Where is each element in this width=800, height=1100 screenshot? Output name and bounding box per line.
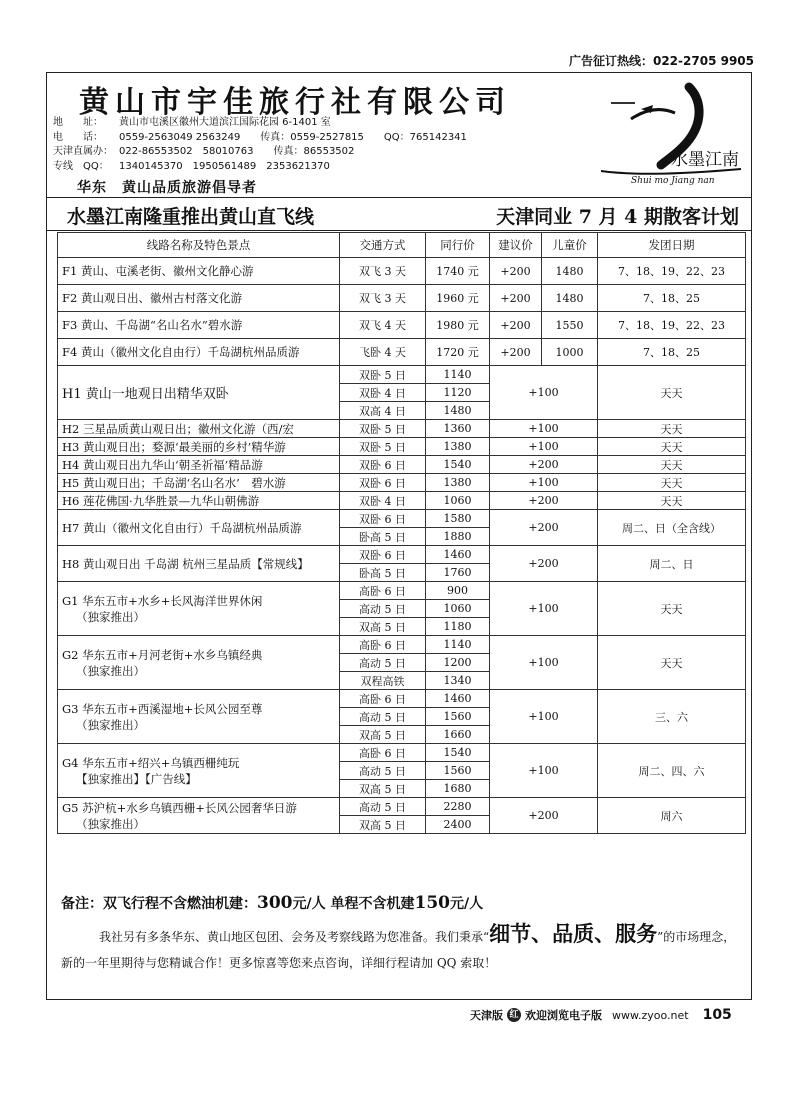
route-title: H7 黄山（徽州文化自由行）千岛湖杭州品质游: [62, 520, 302, 535]
suggest-price-cell: +100: [490, 420, 598, 438]
price-cell: 1660: [426, 726, 490, 744]
company-name: 黄山市宇佳旅行社有限公司: [79, 85, 511, 120]
transport-cell: 双高 5 日: [340, 780, 426, 798]
transport-cell: 高动 5 日: [340, 600, 426, 618]
transport-cell: 双飞 3 天: [340, 285, 426, 312]
route-name: [58, 366, 340, 420]
price-cell: 1460: [426, 546, 490, 564]
table-header-row: [58, 233, 746, 258]
transport-cell: 高卧 6 日: [340, 690, 426, 708]
route-title: G2 华东五市+月河老街+水乡乌镇经典: [62, 647, 263, 662]
suggest-price-cell: +100: [490, 582, 598, 636]
headline-left: 水墨江南隆重推出黄山直飞线: [67, 206, 315, 228]
table-row: [58, 438, 746, 456]
suggest-price-cell: +200: [490, 546, 598, 582]
price-cell: 1580: [426, 510, 490, 528]
table-row: [58, 510, 746, 528]
price-cell: 1980 元: [426, 312, 490, 339]
departure-dates-cell: 天天: [598, 582, 746, 636]
transport-cell: 双程高铁: [340, 672, 426, 690]
headline-bar: [47, 197, 751, 231]
footer-slogan: 欢迎浏览电子版: [525, 1009, 602, 1022]
table-row: [58, 690, 746, 708]
table-row: [58, 456, 746, 474]
price-cell: 1200: [426, 654, 490, 672]
transport-cell: 高动 5 日: [340, 798, 426, 816]
ad-frame: [46, 72, 752, 1000]
tour-schedule-table: [57, 232, 746, 834]
table-row: [58, 474, 746, 492]
info-value: 0559-2563049 2563249 传真：0559-2527815 QQ：765142341: [119, 131, 467, 143]
route-name: F2 黄山观日出、徽州古村落文化游: [58, 285, 340, 312]
departure-dates-cell: 周六: [598, 798, 746, 834]
table-body: [58, 258, 746, 834]
transport-cell: 高动 5 日: [340, 762, 426, 780]
route-subtitle: 【独家推出】【广告线】: [76, 771, 197, 786]
price-cell: 1460: [426, 690, 490, 708]
ink-landscape-logo: [591, 79, 745, 189]
transport-cell: 双高 4 日: [340, 402, 426, 420]
transport-cell: 飞卧 4 天: [340, 339, 426, 366]
price-cell: 2280: [426, 798, 490, 816]
route-title: G1 华东五市+水乡+长风海洋世界休闲: [62, 593, 263, 608]
route-subtitle: （独家推出）: [76, 717, 145, 732]
route-title: G5 苏沪杭+水乡乌镇西栅+长风公园奢华日游: [62, 800, 297, 815]
departure-dates-cell: 天天: [598, 474, 746, 492]
price-cell: 1720 元: [426, 339, 490, 366]
price-cell: 1560: [426, 708, 490, 726]
price-cell: 1060: [426, 492, 490, 510]
route-name: [58, 798, 340, 834]
route-title: G4 华东五市+绍兴+乌镇西栅纯玩: [62, 755, 240, 770]
transport-cell: 双卧 6 日: [340, 510, 426, 528]
transport-cell: 双卧 5 日: [340, 438, 426, 456]
transport-cell: 高动 5 日: [340, 708, 426, 726]
departure-dates-cell: 三、六: [598, 690, 746, 744]
table-row: [58, 258, 746, 285]
page-number: 105: [702, 1007, 732, 1023]
price-cell: 1760: [426, 564, 490, 582]
price-cell: 1340: [426, 672, 490, 690]
logo-text: 水墨江南: [671, 150, 739, 170]
table-row: [58, 744, 746, 762]
price-cell: 1060: [426, 600, 490, 618]
departure-dates-cell: 7、18、25: [598, 285, 746, 312]
transport-cell: 双飞 4 天: [340, 312, 426, 339]
departure-dates-cell: 周二、日（全含线）: [598, 510, 746, 546]
price-cell: 1380: [426, 438, 490, 456]
departure-dates-cell: 周二、日: [598, 546, 746, 582]
departure-dates-cell: 天天: [598, 456, 746, 474]
note-text: 备注：双飞行程不含燃油机建：: [61, 896, 257, 912]
website-link[interactable]: www.zyoo.net: [612, 1008, 689, 1022]
price-cell: 1560: [426, 762, 490, 780]
suggest-price-cell: +100: [490, 744, 598, 798]
departure-dates-cell: 7、18、19、22、23: [598, 312, 746, 339]
price-cell: 1680: [426, 780, 490, 798]
red-badge-icon: 红: [507, 1008, 521, 1022]
info-value: 1340145370 1950561489 2353621370: [119, 160, 330, 172]
route-name: [58, 636, 340, 690]
desc-text: ”的市场理念，新的一年里期待与您精诚合作！更多惊喜等您来点咨询，详细行程请加 QQ 索取！: [61, 930, 736, 970]
price-cell: 1380: [426, 474, 490, 492]
transport-cell: 卧高 5 日: [340, 528, 426, 546]
note-number: 150: [414, 893, 450, 913]
price-cell: 1740 元: [426, 258, 490, 285]
table-row: [58, 546, 746, 564]
route-name: [58, 510, 340, 546]
note-text: 元/人: [450, 896, 484, 912]
table-row: [58, 798, 746, 816]
table-row: [58, 492, 746, 510]
table-row: [58, 582, 746, 600]
note-text: 元/人 单程不含机建: [292, 896, 415, 912]
price-cell: 1540: [426, 744, 490, 762]
route-name: H5 黄山观日出；千岛湖‘名山名水’ 碧水游: [58, 474, 340, 492]
info-value: 黄山市屯溪区徽州大道滨江国际花园 6-1401 室: [119, 117, 331, 128]
transport-cell: 双高 5 日: [340, 618, 426, 636]
route-subtitle: （独家推出）: [76, 816, 145, 831]
price-cell: 2400: [426, 816, 490, 834]
price-cell: 900: [426, 582, 490, 600]
price-cell: 1540: [426, 456, 490, 474]
transport-cell: 双卧 5 日: [340, 420, 426, 438]
suggest-price-cell: +200: [490, 798, 598, 834]
transport-cell: 双卧 4 日: [340, 492, 426, 510]
column-header: 同行价: [426, 233, 490, 258]
suggest-price-cell: +200: [490, 285, 542, 312]
suggest-price-cell: +200: [490, 312, 542, 339]
transport-cell: 高卧 6 日: [340, 582, 426, 600]
route-subtitle: （独家推出）: [76, 609, 145, 624]
promo-description: [61, 921, 745, 976]
route-name: [58, 546, 340, 582]
price-cell: 1140: [426, 636, 490, 654]
route-name: H3 黄山观日出；婺源‘最美丽的乡村’精华游: [58, 438, 340, 456]
transport-cell: 双飞 3 天: [340, 258, 426, 285]
route-name: H2 三星品质黄山观日出；徽州文化游（西/宏: [58, 420, 340, 438]
contact-info: [53, 116, 467, 174]
route-title: H1 黄山一地观日出精华双卧: [62, 387, 229, 402]
desc-text: 我社另有多条华东、黄山地区包团、会务及考察线路为您准备。我们秉承“: [99, 930, 490, 944]
route-name: [58, 744, 340, 798]
departure-dates-cell: 天天: [598, 492, 746, 510]
route-title: H8 黄山观日出 千岛湖 杭州三星品质【常规线】: [62, 556, 309, 571]
desc-emphasis: 服务: [615, 921, 658, 946]
column-header: 交通方式: [340, 233, 426, 258]
suggest-price-cell: +200: [490, 258, 542, 285]
transport-cell: 高卧 6 日: [340, 636, 426, 654]
transport-cell: 高动 5 日: [340, 654, 426, 672]
desc-emphasis: 细节、品质、: [489, 921, 616, 946]
transport-cell: 卧高 5 日: [340, 564, 426, 582]
transport-cell: 双卧 6 日: [340, 546, 426, 564]
info-value: 022-86553502 58010763 传真：86553502: [119, 146, 355, 157]
info-key: 电 话：: [53, 131, 103, 143]
route-name: F4 黄山（徽州文化自由行）千岛湖杭州品质游: [58, 339, 340, 366]
suggest-price-cell: +100: [490, 690, 598, 744]
column-header: 儿童价: [542, 233, 598, 258]
departure-dates-cell: 周二、四、六: [598, 744, 746, 798]
info-key: 专线 QQ：: [53, 160, 109, 172]
price-cell: 1960 元: [426, 285, 490, 312]
route-name: H6 莲花佛国·九华胜景—九华山朝佛游: [58, 492, 340, 510]
route-title: G3 华东五市+西溪湿地+长风公园至尊: [62, 701, 263, 716]
transport-cell: 双高 5 日: [340, 726, 426, 744]
price-cell: 1360: [426, 420, 490, 438]
table-row: [58, 420, 746, 438]
table-row: [58, 636, 746, 654]
headline-right: 天津同业 7 月 4 期散客计划: [496, 206, 739, 228]
suggest-price-cell: +200: [490, 456, 598, 474]
suggest-price-cell: +100: [490, 366, 598, 420]
fuel-fee-note: [61, 893, 483, 913]
price-cell: 1120: [426, 384, 490, 402]
price-cell: 1140: [426, 366, 490, 384]
page-footer: [470, 1007, 732, 1023]
child-price-cell: 1000: [542, 339, 598, 366]
company-slogan: 华东 黄山品质旅游倡导者: [77, 180, 257, 196]
table-row: [58, 366, 746, 384]
transport-cell: 双高 5 日: [340, 816, 426, 834]
ad-hotline: 广告征订热线：022-2705 9905: [568, 54, 754, 68]
child-price-cell: 1480: [542, 285, 598, 312]
transport-cell: 双卧 5 日: [340, 366, 426, 384]
departure-dates-cell: 天天: [598, 366, 746, 420]
transport-cell: 双卧 4 日: [340, 384, 426, 402]
note-number: 300: [257, 893, 293, 913]
suggest-price-cell: +200: [490, 339, 542, 366]
suggest-price-cell: +100: [490, 474, 598, 492]
departure-dates-cell: 天天: [598, 420, 746, 438]
logo-subtext: Shui mo Jiang nan: [631, 176, 715, 186]
price-cell: 1880: [426, 528, 490, 546]
price-cell: 1480: [426, 402, 490, 420]
route-name: H4 黄山观日出九华山‘朝圣祈福’精品游: [58, 456, 340, 474]
route-name: F3 黄山、千岛湖“名山名水”碧水游: [58, 312, 340, 339]
suggest-price-cell: +100: [490, 438, 598, 456]
route-name: [58, 582, 340, 636]
column-header: 线路名称及特色景点: [58, 233, 340, 258]
transport-cell: 双卧 6 日: [340, 474, 426, 492]
route-name: F1 黄山、屯溪老街、徽州文化静心游: [58, 258, 340, 285]
edition-label: 天津版: [470, 1009, 503, 1022]
departure-dates-cell: 7、18、19、22、23: [598, 258, 746, 285]
route-name: [58, 690, 340, 744]
table-row: [58, 339, 746, 366]
info-key: 地 址：: [53, 117, 103, 128]
child-price-cell: 1480: [542, 258, 598, 285]
transport-cell: 高卧 6 日: [340, 744, 426, 762]
departure-dates-cell: 天天: [598, 636, 746, 690]
column-header: 发团日期: [598, 233, 746, 258]
child-price-cell: 1550: [542, 312, 598, 339]
transport-cell: 双卧 6 日: [340, 456, 426, 474]
price-cell: 1180: [426, 618, 490, 636]
info-key: 天津直属办：: [53, 146, 113, 157]
suggest-price-cell: +100: [490, 636, 598, 690]
departure-dates-cell: 天天: [598, 438, 746, 456]
table-row: [58, 312, 746, 339]
column-header: 建议价: [490, 233, 542, 258]
table-row: [58, 285, 746, 312]
suggest-price-cell: +200: [490, 492, 598, 510]
departure-dates-cell: 7、18、25: [598, 339, 746, 366]
route-subtitle: （独家推出）: [76, 663, 145, 678]
suggest-price-cell: +200: [490, 510, 598, 546]
